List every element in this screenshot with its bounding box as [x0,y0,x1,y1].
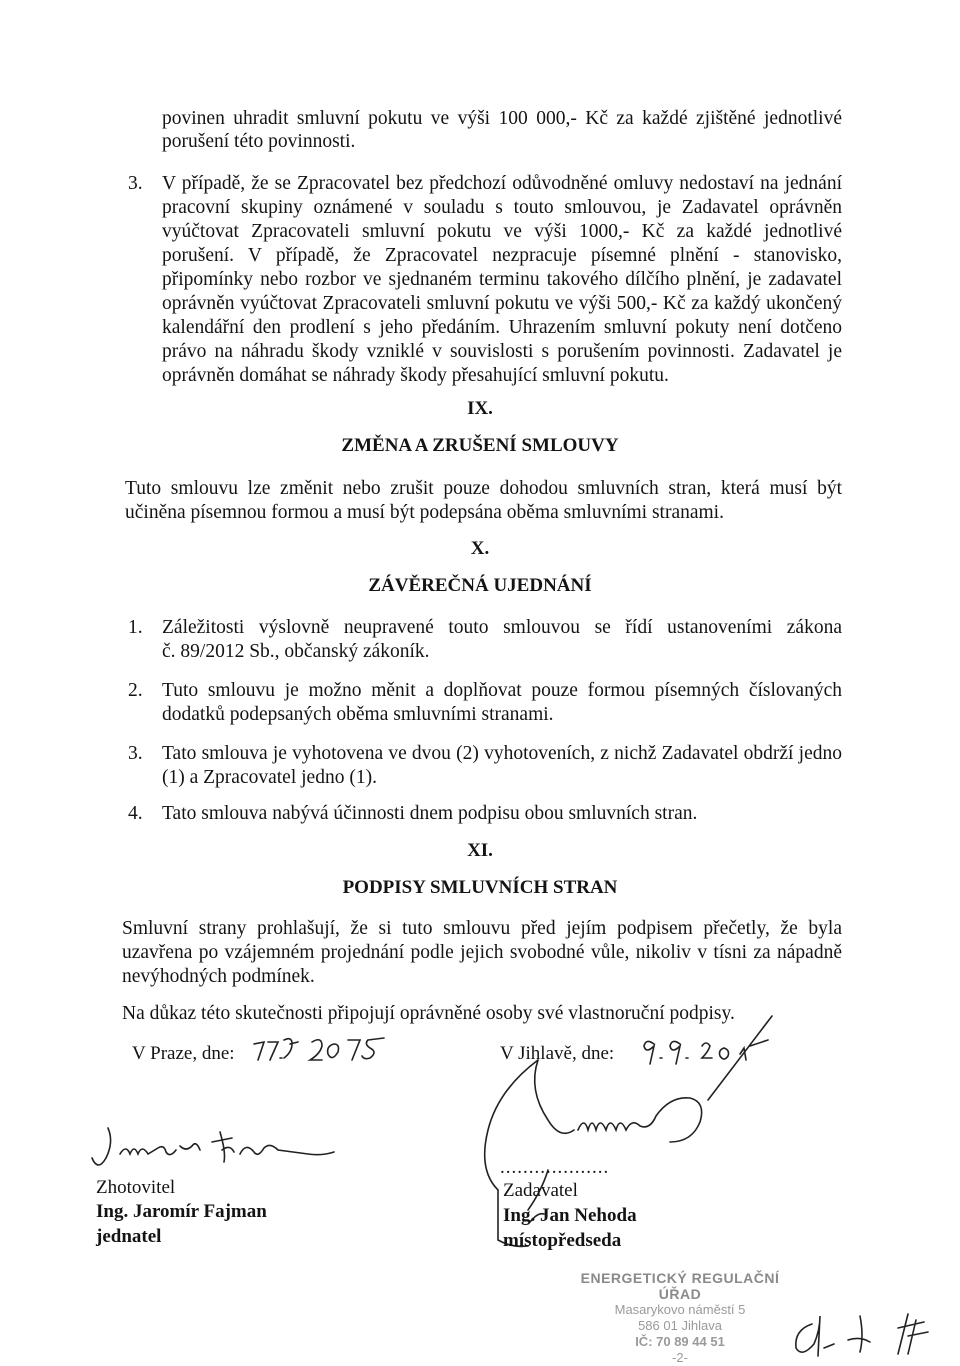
item-line: Záležitosti výslovně neupravené touto smlouvou se řídí ustanoveními zákona [162,617,842,638]
clause-line: porušení. V případě, že Zpracovatel nezpracuje písemné plnění - stanovisko, [162,245,842,266]
item-line: Tuto smlouvu je možno měnit a doplňovat pouze formou písemných číslovaných [162,680,842,701]
place-date-label: V Jihlavě, dne: [500,1043,615,1064]
section-text-line: učiněna písemnou formou a musí být podepsána oběma smluvními stranami. [125,502,724,523]
intro-line: povinen uhradit smluvní pokutu ve výši 100 000,- Kč za každé zjištěné jednotlivé [162,108,842,129]
item-line: č. 89/2012 Sb., občanský zákoník. [162,641,430,662]
stamp-street: Masarykovo náměstí 5 [614,1302,746,1317]
section-title: ZMĚNA A ZRUŠENÍ SMLOUVY [341,435,619,456]
clause-line: právo na náhradu škody vzniklé v souvislosti s porušením povinnosti. Zadavatel je [162,341,842,362]
official-stamp [560,1270,800,1366]
item-line: (1) a Zpracovatel jedno (1). [162,767,377,788]
handwritten-date [250,1030,400,1070]
proof-statement: Na důkaz této skutečnosti připojují oprávněné osoby své vlastnoruční podpisy. [122,1003,735,1024]
intro-line: porušení této povinnosti. [162,131,356,152]
signatory-name: Ing. Jaromír Fajman [96,1201,267,1222]
clause-line: pracovní skupiny oznámené v souladu s touto smlouvou, je Zadavatel oprávněn [162,197,842,218]
section-number: XI. [467,840,493,861]
section-text-line: Tuto smlouvu lze změnit nebo zrušit pouze dohodou smluvních stran, která musí být [125,478,842,499]
item-number: 4. [128,803,143,824]
item-line: dodatků podepsaných oběma smluvními stranami. [162,704,554,725]
section-title: PODPISY SMLUVNÍCH STRAN [342,877,618,898]
stamp-city: 586 01 Jihlava [638,1318,722,1333]
item-line: Tato smlouva nabývá účinnosti dnem podpisu obou smluvních stran. [162,803,698,824]
clause-line: oprávněn domáhat se náhrady škody přesahující smluvní pokutu. [162,365,669,386]
clause-number: 3. [128,173,143,194]
signatory-title: místopředseda [503,1230,622,1251]
signatory-title: jednatel [96,1226,162,1247]
section-text-line: Smluvní strany prohlašují, že si tuto smlouvu před jejím podpisem přečetly, že byla [122,918,842,939]
signatory-name: Ing. Jan Nehoda [503,1205,637,1226]
page-number: -2- [672,1350,688,1365]
section-number: X. [470,538,490,559]
section-number: IX. [467,398,493,419]
party-role: Zadavatel [503,1180,578,1201]
initials-marks [790,1310,950,1360]
item-line: Tato smlouva je vyhotovena ve dvou (2) vyhotoveních, z nichž Zadavatel obdrží jedno [162,743,842,764]
section-text-line: uzavřena po vzájemném projednání podle jejich svobodné vůle, nikoliv v tísni za nápadně [122,942,842,963]
item-number: 1. [128,617,143,638]
clause-line: oprávněn vyúčtovat Zpracovateli smluvní pokutu ve výši 500,- Kč za každý ukončený [162,293,842,314]
clause-line: připomínky nebo rozbor ve sjednaném terminu takového dílčího plnění, je zadavatel [162,269,842,290]
item-number: 3. [128,743,143,764]
stamp-org: ENERGETICKÝ REGULAČNÍ ÚŘAD [580,1270,780,1302]
clause-line: vyúčtovat Zpracovateli smluvní pokutu ve výši 1000,- Kč za každé jednotlivé [162,221,842,242]
party-role: Zhotovitel [96,1177,176,1198]
section-text-line: nevýhodných podmínek. [122,966,315,987]
stamp-ic: IČ: 70 89 44 51 [635,1334,725,1349]
signature-dots: ................... [500,1157,610,1178]
clause-line: kalendářní den prodlení s jeho předáním. Uhrazením smluvní pokuty není dotčeno [162,317,842,338]
place-date-label: V Praze, dne: [132,1043,235,1064]
clause-line: V případě, že se Zpracovatel bez předchozí odůvodněné omluvy nedostaví na jednání [162,173,842,194]
item-number: 2. [128,680,143,701]
signature-zhotovitel [80,1120,370,1180]
section-title: ZÁVĚREČNÁ UJEDNÁNÍ [368,575,592,596]
